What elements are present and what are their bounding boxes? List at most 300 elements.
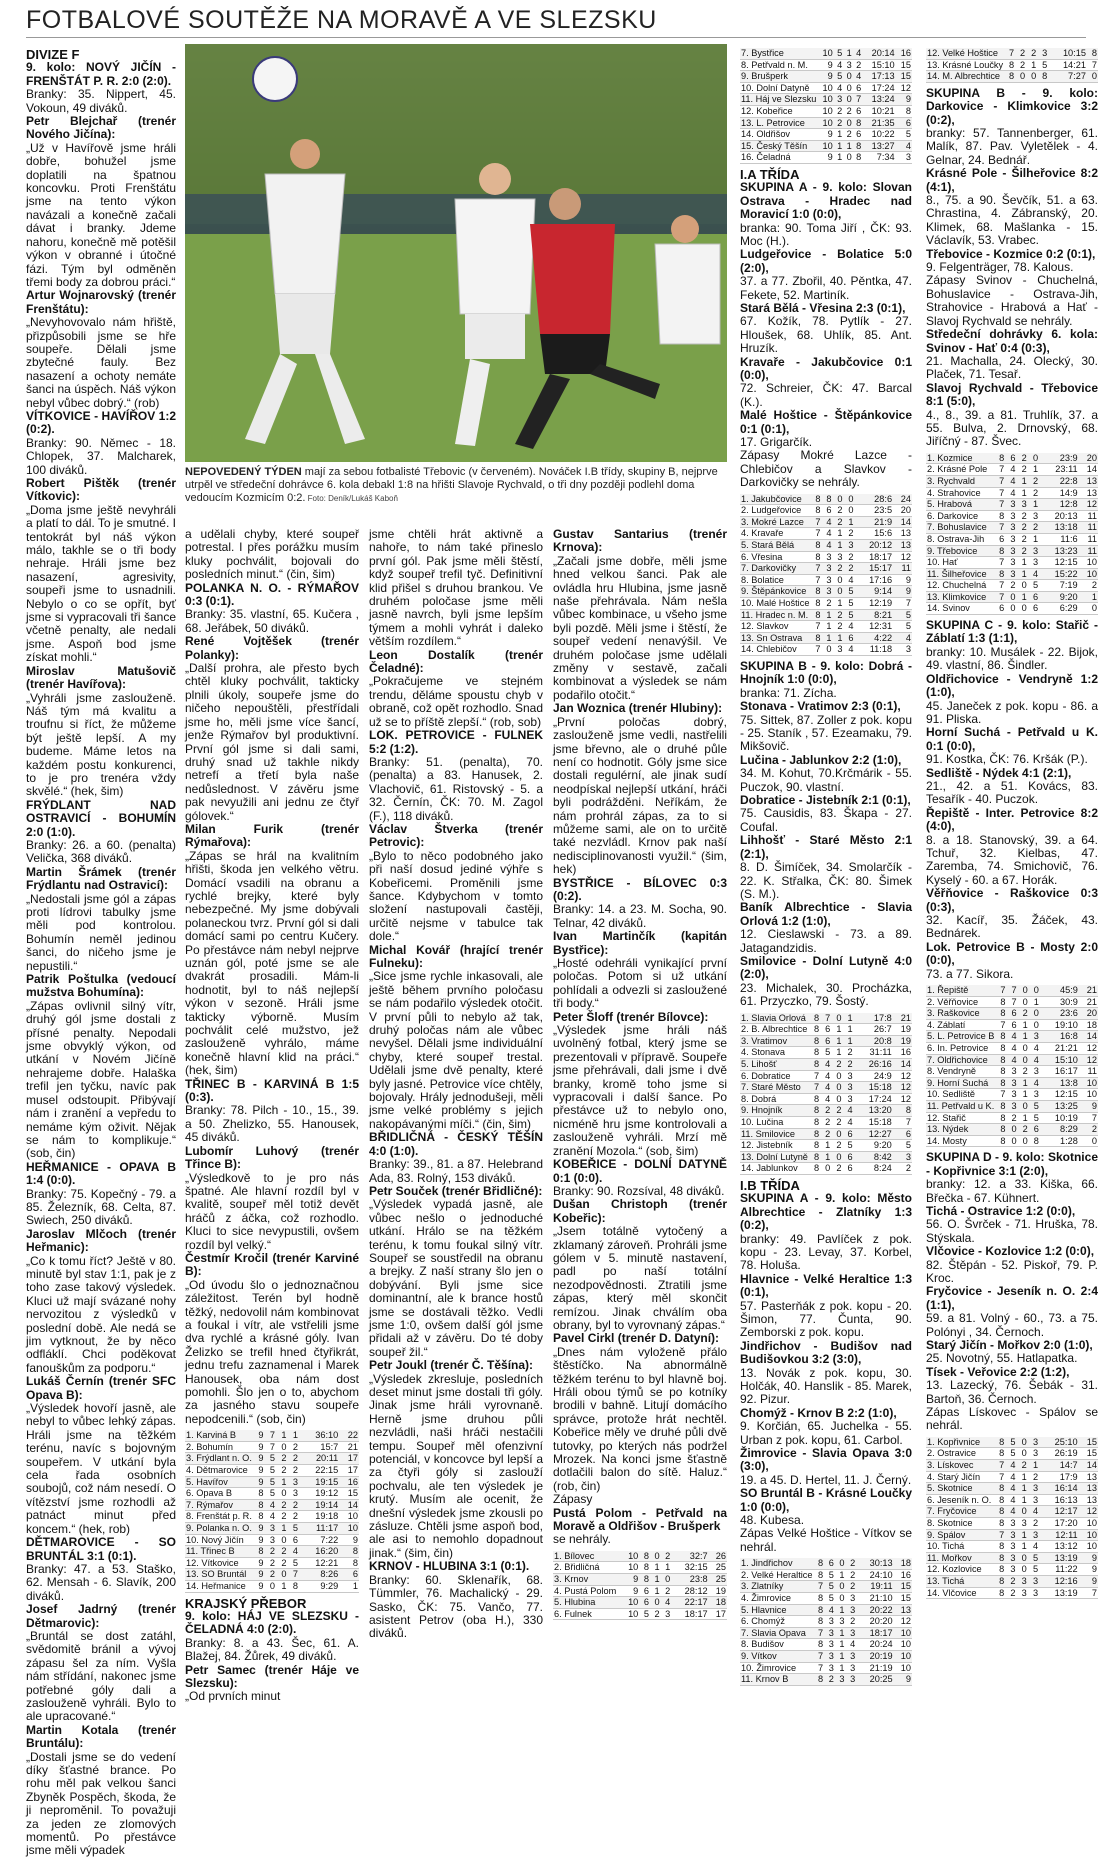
stat-cell: 5	[264, 1488, 275, 1500]
table-ib-skupina-b	[926, 453, 1098, 615]
stat-cell: 7	[995, 1019, 1006, 1031]
article-heading: SKUPINA A - 9. kolo: Slovan Ostrava - Hradec nad Moravicí 1:0 (0:0),	[740, 180, 912, 222]
stat-cell: 0	[843, 94, 853, 106]
stat-cell: 3	[661, 1608, 672, 1620]
article-heading: Lubomír Luhový (trenér Třince B):	[185, 1143, 359, 1172]
stat-cell: 3	[1005, 499, 1016, 511]
stat-cell: 12:27	[854, 1128, 893, 1140]
stat-cell: 11	[1079, 510, 1098, 522]
stat-cell: 17:13	[862, 71, 895, 83]
stat-cell: 7	[810, 516, 821, 528]
article-paragraph: Branky: 75. Kopečný - 79. a 85. Železník, 68. Celta, 87. Swiech, 250 diváků.	[26, 1186, 176, 1228]
stat-cell: 3	[1028, 1576, 1039, 1588]
stat-cell: 10:15	[1048, 48, 1087, 59]
article-paragraph: „Začali jsme dobře, měli jsme hned velkou šanci. Pak ale ovládla hru Hlubina, jsme jasně naše přehrávala. Nám nešla vůbec kombinace, u všeho jsme byli pozdě. Měli jsme i štěstí, že soupeř vedení nenavýšil. Ve druhém poločase jsme udělali změny v sestavě, začali kombinovat a výsledek se nám podařilo otočit.“	[553, 553, 727, 702]
team-name: 3. Raškovice	[926, 1008, 995, 1020]
stat-cell: 8	[853, 117, 863, 129]
article-paragraph: 91. Kostka, ČK: 76. Kršák (P.).	[926, 752, 1088, 767]
table-row	[740, 1593, 912, 1605]
stat-cell: 23:11	[1039, 464, 1079, 476]
stat-cell: 20:11	[299, 1453, 339, 1465]
stat-cell: 4	[1029, 1077, 1040, 1089]
team-name: 3. Frýdlant n. O.	[186, 1453, 252, 1464]
stat-cell: 8	[994, 1448, 1005, 1460]
stat-cell: 26:16	[854, 1058, 893, 1070]
table-ib-skupina-a-end	[926, 48, 1098, 83]
article-paragraph: „Bruntál se dost zatáhl, svědomitě bránil a vývoj zápasu šel za ním. Vyšla nám střídání, nakonec jsme potřebné góly dali a zaslouženě vyhráli. Bylo to ale upracované.“	[26, 1628, 176, 1724]
col5c-text	[740, 1179, 912, 1554]
stat-cell: 2	[1018, 1008, 1029, 1020]
stat-cell: 1	[1028, 464, 1039, 476]
stat-cell: 24	[893, 494, 912, 505]
table-row	[926, 1066, 1098, 1078]
stat-cell: 0	[835, 1581, 846, 1593]
team-name: 7. Fryčovice	[926, 1506, 994, 1518]
stat-cell: 8	[995, 1077, 1006, 1089]
stat-cell: 8	[994, 1506, 1005, 1518]
stat-cell: 5	[834, 71, 844, 83]
team-name: 13. Dolní Lutyně	[741, 1151, 808, 1162]
table-row	[926, 1124, 1098, 1136]
stat-cell: 2	[1017, 1460, 1028, 1472]
stat-cell: 8	[814, 1616, 825, 1628]
stat-cell: 3	[1028, 1529, 1039, 1541]
stat-cell: 1	[832, 528, 843, 540]
stat-cell: 9	[253, 1522, 264, 1534]
article-paragraph: 59. a 81. Volný - 60., 73. a 75. Polónyi , 34. Černoch.	[926, 1311, 1098, 1339]
stat-cell: 8	[995, 1112, 1006, 1124]
stat-cell: 8	[810, 632, 821, 644]
table-ia-skupina-a	[740, 494, 912, 656]
stat-cell: 8	[809, 1151, 820, 1163]
stat-cell: 2	[264, 1569, 275, 1581]
table-row	[740, 140, 912, 152]
team-name: 9. Vítkov	[740, 1651, 814, 1663]
football-photo-illustration	[185, 44, 727, 462]
stat-cell: 10:22	[862, 129, 895, 141]
article-heading: Gustav Santarius (trenér Krnova):	[553, 527, 727, 555]
stat-cell: 4	[1005, 475, 1016, 487]
table-row	[926, 499, 1098, 511]
stat-cell: 19:11	[856, 1581, 893, 1593]
stat-cell: 13	[894, 1604, 912, 1616]
article-heading: Dušan Christoph (trenér Kobeřic):	[553, 1197, 727, 1225]
article-paragraph: „Jsem totálně vytočený a zklamaný zároveň. Prohráli jsme gólem v 5. minutě nastavení, padl po naší totální nezodpovědnosti. Ztratili jsme zápas, který měl skončit remízou. Jinak chválím oba obrany, byl to vyrovnaný zápas.“	[553, 1224, 727, 1332]
team-name: 2. Věřňovice	[926, 996, 995, 1008]
article-paragraph: 8., 75. a 90. Ševčík, 51. a 63. Chrastina, 4. Zábranský, 20. Klimek, 68. Mašlanka - 15. Václavík, 53. Vrabec.	[926, 193, 1098, 248]
article-paragraph: „Od úvodu šlo o jednoznačnou záležitost. Terén byl hodně těžký, nedovolil nám kombinovat a foukal i vítr, ale vstřelili jsme dva rychlé a krásné góly. Ivan Želizko se trefil hned čtyřikrát, jednu trefu zaznamenal i Marek Hanousek, oba nám dost pomohli. Šlo jen o to, abychom za jasného stavu soupeře nepodcenili.“ (sob, čin)	[185, 1277, 359, 1426]
stat-cell: 0	[832, 494, 843, 505]
article-heading: KRNOV - HLUBINA 3:1 (0:1).	[369, 1559, 530, 1574]
article-paragraph: Zápasy Svinov - Chuchelná, Bohuslavice - Ostrava-Jih, Strahovice - Hrabová a Hať - Slavoj Rychvald se nehrály.	[926, 273, 1098, 328]
stat-cell: 4	[287, 1546, 298, 1558]
article-paragraph: 21., 42. a 51. Kovács, 83. Tesařík - 40. Puczok.	[926, 778, 1098, 807]
stat-cell: 1	[832, 598, 843, 610]
stat-cell: 2	[820, 1105, 831, 1117]
team-name: 6. Chomýž	[740, 1616, 814, 1628]
stat-cell: 23:8	[671, 1574, 708, 1586]
stat-cell: 4	[834, 82, 844, 94]
stat-cell: 3	[1017, 1587, 1028, 1599]
table-row	[740, 528, 912, 540]
stat-cell: 16	[894, 1569, 912, 1581]
table-row	[740, 505, 912, 517]
stat-cell: 5	[287, 1557, 298, 1569]
stat-cell: 0	[843, 82, 853, 94]
stat-cell: 6:29	[1039, 603, 1079, 615]
stat-cell: 0	[831, 1093, 842, 1105]
stat-cell: 8	[809, 1013, 820, 1024]
stat-cell: 7	[994, 580, 1005, 592]
stat-cell: 20:25	[856, 1674, 893, 1686]
stat-cell: 1	[835, 1627, 846, 1639]
stat-cell: 7	[287, 1569, 298, 1581]
table-row	[740, 82, 912, 94]
article-heading: Lučina - Jablunkov 2:2 (1:0),	[740, 752, 902, 767]
article-heading: Stará Bělá - Vřesina 2:3 (0:1),	[740, 301, 906, 315]
team-name: 1. Kozmice	[926, 453, 994, 464]
team-name: 14. Vlčovice	[926, 1587, 994, 1599]
stat-cell: 7	[810, 574, 821, 586]
stat-cell: 3	[846, 1651, 857, 1663]
stat-cell: 8:24	[854, 1163, 893, 1175]
stat-cell: 1	[835, 1604, 846, 1616]
stat-cell: 6	[820, 1035, 831, 1047]
article-heading: Peter Šloff (trenér Bílovce):	[553, 1009, 709, 1024]
column-2	[185, 527, 359, 1704]
stat-cell: 3	[824, 1662, 835, 1674]
table-row	[740, 1128, 912, 1140]
article-paragraph: Zápasy Mokré Lazce - Chlebičov a Slavkov - Darkovičky se nehrály.	[740, 448, 912, 490]
team-name: 9. Hnojník	[740, 1105, 809, 1117]
stat-cell: 8	[810, 505, 821, 517]
table-row	[740, 644, 912, 656]
table-row	[740, 94, 912, 106]
article-heading: René Vojtěšek (trenér Polanky):	[185, 634, 359, 662]
table-row	[926, 464, 1098, 476]
table-row	[185, 1476, 359, 1488]
article-heading: Jaroslav Mlčoch (trenér Heřmanic):	[26, 1226, 176, 1255]
article-paragraph: 82. Štěpán - 52. Piskoř, 79. P. Kroc.	[926, 1257, 1098, 1285]
team-name: 13. Sn Ostrava	[740, 632, 810, 644]
table-row	[740, 1651, 912, 1663]
stat-cell: 4	[264, 1511, 275, 1523]
table-row	[926, 1471, 1098, 1483]
stat-cell: 10	[1079, 1077, 1098, 1089]
team-name: 10. Malé Hoštice	[741, 598, 810, 609]
stat-cell: 3	[1005, 1564, 1016, 1576]
table-row	[740, 1140, 912, 1152]
stat-cell: 12:19	[854, 598, 893, 610]
stat-cell: 0	[835, 1593, 846, 1605]
stat-cell: 3	[1017, 1576, 1028, 1588]
stat-cell: 10	[1079, 1529, 1098, 1541]
team-name: 11. Smilovice	[740, 1128, 809, 1140]
table-row	[740, 1070, 912, 1082]
stat-cell: 16	[896, 48, 912, 59]
article-heading: SKUPINA B - 9. kolo: Darkovice - Klimkovice 3:2 (0:2),	[926, 85, 1098, 127]
table-row	[185, 1441, 359, 1453]
stat-cell: 19:10	[1040, 1019, 1079, 1031]
stat-cell: 6	[853, 105, 863, 117]
stat-cell: 12	[1079, 1506, 1098, 1518]
stat-cell: 5	[1028, 1564, 1039, 1576]
stat-cell: 0	[1017, 580, 1028, 592]
team-name: 10. Hať	[926, 557, 994, 569]
stat-cell: 2	[1018, 1066, 1029, 1078]
stat-cell: 5	[824, 1569, 835, 1581]
stat-cell: 2	[1017, 545, 1028, 557]
stat-cell: 7:27	[1048, 71, 1087, 83]
stat-cell: 9	[253, 1557, 264, 1569]
article-heading: Ivan Martinčík (kapitán Bystřice):	[553, 929, 727, 957]
article-heading: Čestmír Kročil (trenér Karviné B):	[185, 1250, 359, 1279]
stat-cell: 8	[994, 545, 1005, 557]
stat-cell: 3	[264, 1522, 275, 1534]
article-paragraph: 67. Kožík, 78. Pytlík - 27. Hloušek, 68. Uhlík, 85. Ant. Hruzík.	[740, 314, 912, 356]
table-row	[926, 580, 1098, 592]
stat-cell: 3	[846, 1627, 857, 1639]
stat-cell: 4	[1028, 568, 1039, 580]
article-heading: SO Bruntál B - Krásné Loučky 1:0 (0:0),	[740, 1486, 912, 1514]
stat-cell: 7	[994, 499, 1005, 511]
article-paragraph: „První poločas dobrý, zaslouženě jsme vedli, nastřelili jsme břevno, ale o druhé půle není co hodnotit. Góly jsme sice dostali regulérní, ale jinak sudí neodpískal nejlepší utkání, hráči byli podrážděni. Neříkám, že nám prohrál zápas, za to si můžeme sami, ale on to určitě také nezvládl. Krnov pak naší nedisciplinovanosti využil.“ (šim, hek)	[553, 714, 727, 877]
stat-cell: 3	[1028, 510, 1039, 522]
team-name: 11. Hradec n. M.	[740, 609, 810, 621]
stat-cell: 14	[1079, 464, 1098, 476]
stat-cell: 10	[339, 1522, 359, 1534]
article-paragraph: „Výsledek jsme hráli náš uvolněný fotbal, který jsme se prezentovali v přípravě. Soupeře jsme přehrávali, dali jsme i dvě branky, kromě toho jsme si vypracovali i další šance. Po přestávce už to nebylo ono, nicméně hru jsme kontrolovali a zaslouženě vyhráli. Mrzí mě zranění Mozola.“ (sob, šim)	[553, 1023, 727, 1158]
stat-cell: 16:8	[1040, 1031, 1079, 1043]
stat-cell: 14:21	[1048, 59, 1087, 71]
team-name: 9. Třebovice	[926, 545, 994, 557]
stat-cell: 3	[824, 1616, 835, 1628]
column-3	[369, 527, 543, 1641]
stat-cell: 2	[1028, 475, 1039, 487]
stat-cell: 17:9	[1039, 1471, 1079, 1483]
team-name: 13. Klimkovice	[926, 591, 994, 603]
stat-cell: 4	[1029, 1043, 1040, 1055]
column-4	[553, 527, 727, 1619]
article-paragraph: Branky: 90. Němec - 18. Chlopek, 37. Malcharek, 100 diváků.	[26, 435, 176, 477]
article-paragraph: branky: 57. Tannenberger, 61. Malík, 87. Pav. Vyletělek - 4. Gelnar, 24. Bednář.	[926, 126, 1098, 167]
stat-cell: 2	[820, 1116, 831, 1128]
table-row	[553, 1597, 727, 1609]
article-paragraph: Zápasy	[553, 1492, 593, 1507]
stat-cell: 1	[832, 632, 843, 644]
article-paragraph: 13. Novák z pok. kopu, 30. Holčák, 40. Hanslik - 85. Marek, 92. Pizur.	[740, 1365, 912, 1407]
stat-cell: 8	[994, 568, 1005, 580]
article-heading: Malé Hoštice - Štěpánkovice 0:1 (0:1),	[740, 408, 912, 436]
team-name: 10. Sedliště	[926, 1089, 995, 1101]
stat-cell: 3	[846, 1593, 857, 1605]
stat-cell: 15	[896, 71, 912, 83]
stat-cell: 7	[994, 1529, 1005, 1541]
stat-cell: 12	[1079, 1043, 1098, 1055]
stat-cell: 14	[339, 1499, 359, 1511]
team-name: 4. Dětmarovice	[185, 1465, 253, 1477]
team-name: 9. Horní Suchá	[926, 1077, 995, 1089]
stat-cell: 8:42	[854, 1151, 893, 1163]
article-heading: Starý Jičín - Mořkov 2:0 (1:0),	[926, 1338, 1093, 1353]
stat-cell: 9	[1079, 1552, 1098, 1564]
article-paragraph: 9. Korčián, 65. Juchelka - 55. Urban z pok. kopu, 61. Carbol.	[740, 1419, 912, 1447]
stat-cell: 16:13	[1039, 1494, 1079, 1506]
stat-cell: 7	[994, 557, 1005, 569]
article-heading: Petr Samec (trenér Háje ve Slezsku):	[185, 1662, 359, 1690]
table-row	[740, 1558, 912, 1569]
article-paragraph: „Dnes nám vyloženě přálo štěstíčko. Na abnormálně těžkém terénu to byl hlavně boj. Hráli obou týmů se po kotníky brodili v bahně. Litují domácího správce, protože hrát nechtěl. Kobeřice měly ve druhé půli dvě tutovky, po kterých nás podržel Mrozek. Na konci jsme šťastně dotlačili balon do sítě. Haluz.“ (rob, čin)	[553, 1344, 727, 1493]
team-name: 1. Řepiště	[926, 985, 995, 996]
stat-cell: 8	[809, 1105, 820, 1117]
stat-cell: 25:10	[1039, 1437, 1079, 1448]
stat-cell: 10	[339, 1511, 359, 1523]
article-heading: Artur Wojnarovský (trenér Frenštátu):	[26, 288, 176, 316]
table-row	[185, 1430, 359, 1441]
table-row	[740, 621, 912, 633]
stat-cell: 0	[1079, 1135, 1098, 1147]
stat-cell: 23:6	[1040, 1008, 1079, 1020]
stat-cell: 0	[832, 574, 843, 586]
article-paragraph: „Nevyhovovalo nám hřiště, přizpůsobili jsme se hře soupeře. Dělali jsme zbytečné fauly. Bez nasazení a ochoty nemáte šanci na úspěch. Náš výkon nebyl vůbec dobrý.“ (rob)	[26, 315, 176, 410]
table-row	[185, 1488, 359, 1500]
table-row	[926, 1031, 1098, 1043]
stat-cell: 12:21	[299, 1557, 339, 1569]
stat-cell: 9	[893, 586, 912, 598]
article-paragraph: „Bylo to něco podobného jako při naší dosud jediné výhře s Kobeřicemi. Proměnili jsme šance. Kdybychom v tomto složení nastupovali častěji, určitě nejsme v tabulce tak dole.“	[369, 848, 543, 944]
stat-cell: 15:17	[854, 563, 893, 575]
stat-cell: 8	[639, 1562, 650, 1574]
stat-cell: 4	[1005, 1506, 1016, 1518]
stat-cell: 8:29	[1040, 1124, 1079, 1136]
stat-cell: 1	[821, 609, 832, 621]
col6b-text	[926, 619, 1098, 981]
article-heading: Milan Furik (trenér Rýmařova):	[185, 821, 359, 850]
stat-cell: 9	[253, 1534, 264, 1546]
team-name: 3. Lískovec	[926, 1460, 994, 1472]
table-row	[740, 586, 912, 598]
table-row	[185, 1534, 359, 1546]
table-row	[740, 574, 912, 586]
article-paragraph: 34. M. Kohut, 70.Krčmárik - 55. Puczok, 90. vlastní.	[740, 766, 912, 794]
stat-cell: 9	[621, 1574, 639, 1586]
stat-cell: 21	[1079, 996, 1098, 1008]
stat-cell: 2	[1028, 522, 1039, 534]
stat-cell: 7	[820, 1013, 831, 1024]
stat-cell: 13	[893, 528, 912, 540]
stat-cell: 15	[894, 1593, 912, 1605]
stat-cell: 26:19	[1039, 1448, 1079, 1460]
stat-cell: 12	[894, 1616, 912, 1628]
stat-cell: 1	[1028, 1460, 1039, 1472]
stat-cell: 13:23	[1039, 545, 1079, 557]
stat-cell: 17:24	[854, 1093, 893, 1105]
article-paragraph: Branky: 35. Nippert, 45. Vokoun, 49 diváků.	[26, 87, 176, 115]
stat-cell: 0	[835, 1558, 846, 1569]
article-paragraph: 56. O. Švrček - 71. Hruška, 78. Stýskala.	[926, 1217, 1098, 1245]
stat-cell: 7	[809, 1070, 820, 1082]
stat-cell: 19:14	[299, 1499, 339, 1511]
table-row	[926, 48, 1098, 59]
stat-cell: 1:28	[1040, 1135, 1079, 1147]
stat-cell: 0	[661, 1574, 672, 1586]
stat-cell: 2	[831, 1140, 842, 1152]
team-name: 9. Brušperk	[740, 71, 817, 83]
stat-cell: 3	[1037, 48, 1048, 59]
article-paragraph: „Nedostali jsme gól a zápas proti lídrovi tabulky jsme měli pod kontrolou. Bohumín neměl jedinou šanci, do ničeho jsme je nepustili.“	[26, 891, 176, 973]
stat-cell: 4	[1005, 1483, 1016, 1495]
stat-cell: 10	[621, 1608, 639, 1620]
team-name: 12. Kozlovice	[926, 1564, 994, 1576]
team-name: 8. Dobrá	[740, 1093, 809, 1105]
stat-cell: 13:24	[862, 94, 895, 106]
article-heading: Sedliště - Nýdek 4:1 (2:1),	[926, 765, 1072, 780]
article-heading: Krásné Pole - Šilheřovice 8:2 (4:1),	[926, 166, 1098, 194]
article-heading: SKUPINA C - 9. kolo: Stařič - Záblatí 1:3 (1:1),	[926, 618, 1098, 646]
stat-cell: 1	[1018, 1031, 1029, 1043]
stat-cell: 10	[621, 1551, 639, 1562]
stat-cell: 8	[253, 1546, 264, 1558]
stat-cell: 16	[893, 1047, 912, 1059]
stat-cell: 28:6	[854, 494, 893, 505]
table-row	[926, 985, 1098, 996]
stat-cell: 3	[1007, 1089, 1018, 1101]
stat-cell: 2	[842, 1047, 853, 1059]
stat-cell: 3	[1005, 568, 1016, 580]
stat-cell: 1	[1017, 557, 1028, 569]
stat-cell: 12:17	[1039, 1506, 1079, 1518]
article-heading: SKUPINA B - 9. kolo: Dobrá - Hnojník 1:0 (0:0),	[740, 659, 912, 687]
article-heading: Stonava - Vratimov 2:3 (0:1),	[740, 699, 901, 714]
article-paragraph: 9. Felgenträger, 78. Kalous.	[926, 260, 1074, 275]
col6c-text	[926, 1151, 1098, 1433]
stat-cell: 1	[1017, 487, 1028, 499]
caption-credit: Foto: Deník/Lukáš Kaboň	[305, 494, 398, 503]
photo-caption	[185, 466, 727, 524]
stat-cell: 7	[1007, 996, 1018, 1008]
stat-cell: 5	[1029, 1100, 1040, 1112]
stat-cell: 15:6	[854, 528, 893, 540]
stat-cell: 0	[1018, 1043, 1029, 1055]
stat-cell: 5	[893, 1140, 912, 1152]
stat-cell: 20:19	[856, 1651, 893, 1663]
stat-cell: 18	[1079, 1019, 1098, 1031]
team-name: 7. Bohuslavice	[926, 522, 994, 534]
stat-cell: 8	[814, 1639, 825, 1651]
col2-tail	[185, 1597, 359, 1704]
stat-cell: 26:7	[854, 1024, 893, 1036]
stat-cell: 1	[650, 1562, 661, 1574]
article-heading: SKUPINA A - 9. kolo: Město Albrechtice - Zlatníky 1:3 (0:2),	[740, 1191, 912, 1233]
article-heading: Václav Štverka (trenér Petrovic):	[369, 821, 543, 850]
stat-cell: 5	[843, 598, 854, 610]
stat-cell: 1	[820, 1140, 831, 1152]
stat-cell: 0	[1017, 603, 1028, 615]
stat-cell: 2	[276, 1511, 287, 1523]
table-row	[740, 609, 912, 621]
stat-cell: 3	[1028, 1587, 1039, 1599]
stat-cell: 2	[832, 621, 843, 633]
article-paragraph: jsme chtěli hrát aktivně a nahoře, to nám také přineslo první gól. Pak jsme měli štěstí, když soupeř trefil tyč. Definitivní klid přišel s druhou brankou. Ve druhém poločase jsme měli jasně navrch, byli jsme lepším týmem a mohli vyhrát i daleko větším rozdílem.“	[369, 527, 543, 649]
stat-cell: 2	[287, 1441, 298, 1453]
team-name: 8. Ostrava-Jih	[926, 533, 994, 545]
stat-cell: 0	[1026, 71, 1037, 83]
stat-cell: 21:19	[856, 1662, 893, 1674]
stat-cell: 1	[820, 1151, 831, 1163]
stat-cell: 10	[894, 1627, 912, 1639]
stat-cell: 1	[1018, 1089, 1029, 1101]
stat-cell: 26	[709, 1551, 727, 1562]
